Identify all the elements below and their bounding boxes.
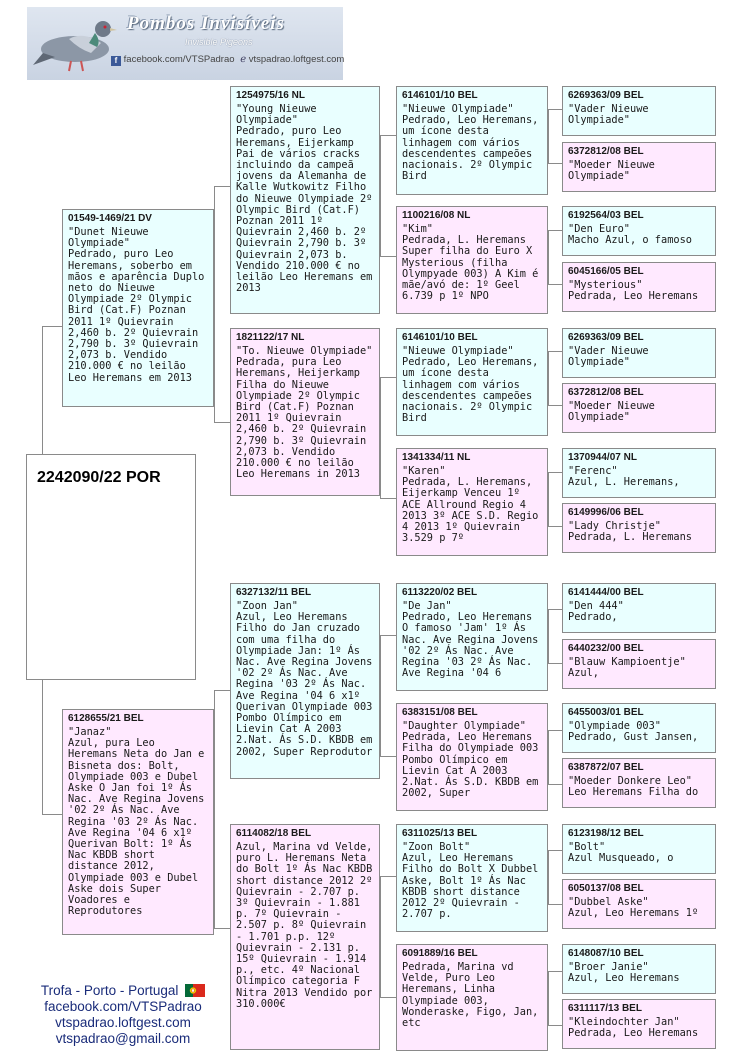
- pigeon-ring: 6311025/13 BEL: [402, 828, 478, 839]
- pigeon-ring: 1821122/17 NL: [236, 332, 305, 343]
- g4-box-9: [562, 583, 716, 633]
- pigeon-ring: 1370944/07 NL: [568, 452, 637, 463]
- footer-location-line: [28, 983, 218, 999]
- pigeon-ring: 6269363/09 BEL: [568, 90, 644, 101]
- pigeon-ring: 6050137/08 BEL: [568, 883, 644, 894]
- pigeon-description: Pedrado, Gust Jansen,: [568, 731, 699, 744]
- pigeon-ring: 6045166/05 BEL: [568, 266, 644, 277]
- header-links: [111, 54, 344, 66]
- pigeon-name: "Mysterious": [568, 279, 643, 291]
- pigeon-ring: 6383151/08 BEL: [402, 707, 478, 718]
- pigeon-name: "Moeder Donkere Leo": [568, 775, 692, 787]
- pigeon-ring: 6372812/08 BEL: [568, 387, 644, 398]
- pigeon-ring: 6327132/11 BEL: [236, 587, 312, 598]
- ggp-box-3: [396, 328, 548, 436]
- pigeon-name: "Moeder Nieuwe Olympiade": [568, 159, 661, 183]
- g4-box-3: [562, 206, 716, 256]
- pigeon-description: Azul, pura Leo Heremans Neta do Jan e Bisneta dos: Bolt, Olympiade 003 e Dubel Aske O Jan foi 1º Ás Nac. Ave Regina Jovens '02 2º Ás Nac. Ave Regina '03 2º Ás Nac. Ave Regina '04 6 x1º Querivan Bolt: 1º Ás Nac KBDB short distance 2012, Olympiade 003 e Dubel Aske dois Super Voadores e Reprodutores: [68, 737, 211, 918]
- pigeon-ring: 1341334/11 NL: [402, 452, 471, 463]
- footer-website[interactable]: vtspadrao.loftgest.com: [55, 1015, 191, 1030]
- header-subtitle: Invisible Pigeons: [185, 37, 253, 47]
- header-banner: [27, 7, 343, 80]
- pigeon-ring: 6311117/13 BEL: [568, 1003, 642, 1014]
- pigeon-ring: 1254975/16 NL: [236, 90, 305, 101]
- g4-box-14: [562, 879, 716, 929]
- pigeon-name: "Blauw Kampioentje": [568, 656, 686, 668]
- pigeon-name: "Ferenc": [568, 465, 618, 477]
- g4-box-8: [562, 503, 716, 553]
- grandsire-maternal-box: [230, 583, 380, 779]
- pigeon-description: Azul,: [568, 667, 599, 680]
- pigeon-description: Azul, Leo Heremans: [568, 972, 680, 985]
- pigeon-name: "Broer Janie": [568, 961, 649, 973]
- pigeon-ring: 6146101/10 BEL: [402, 90, 478, 101]
- contact-footer: [28, 983, 218, 1047]
- pigeon-description: Azul Musqueado, o: [568, 852, 674, 865]
- pigeon-name: "Lady Christje": [568, 520, 661, 532]
- pigeon-ring: 6149996/06 BEL: [568, 507, 644, 518]
- pigeon-name: "Dunet Nieuwe Olympiade": [68, 226, 155, 250]
- grandsire-paternal-box: [230, 86, 380, 314]
- pigeon-description: Azul, L. Heremans,: [568, 476, 680, 489]
- pigeon-description: Macho Azul, o famoso: [568, 234, 692, 247]
- footer-location: Trofa - Porto - Portugal: [40, 983, 179, 998]
- pigeon-description: Pedrada, Leo Heremans: [568, 1027, 699, 1040]
- pigeon-description: Azul, Marina vd Velde, puro L. Heremans Neta do Bolt 1º Ás Nac KBDB short distance 2012 2º Quievrain - 2.707 p. 3º Quievrain - 1.881 p. 7º Quievrain - 2.507 p. 8º Quievrain - 1.701 p.p. 12º Quievrain - 2.131 p. 15º Quievrain - 1.914 p., etc. 4º Nacional Olímpico categoria F Nitra 2013 Vendido por 310.000€: [236, 841, 379, 1010]
- g4-box-11: [562, 703, 716, 753]
- pigeon-name: "Janaz": [68, 726, 112, 738]
- granddam-maternal-box: [230, 824, 380, 1050]
- ggp-box-5: [396, 583, 548, 691]
- header-facebook-link[interactable]: facebook.com/VTSPadrao: [123, 54, 235, 65]
- subject-ring-number: 2242090/22 POR: [37, 469, 161, 486]
- pigeon-name: "Daughter Olympiade": [402, 720, 526, 732]
- sire-box: [62, 209, 214, 407]
- pigeon-name: "Moeder Nieuwe Olympiade": [568, 400, 661, 424]
- pigeon-ring: 6128655/21 BEL: [68, 713, 144, 724]
- ggp-box-8: [396, 944, 548, 1051]
- pigeon-ring: 6113220/02 BEL: [402, 587, 478, 598]
- pigeon-description: Pedrado, Leo Heremans, um ícone desta linhagem com vários descendentes campeões nacionais. 2º Olympic Bird: [402, 356, 545, 425]
- g4-box-7: [562, 448, 716, 498]
- pigeon-ring: 6146101/10 BEL: [402, 332, 478, 343]
- pigeon-description: Pedrado, puro Leo Heremans, Eijerkamp Pai de vários cracks incluindo da campeã jovens da Alemanha de Kalle Wutkowitz Filho do Nieuwe Olympiade 2º Olympic Bird (Cat.F) Poznan 2011 1º Quievrain 2,460 b. 2º Quievrain 2,790 b. 3º Quievrain 2,073 b. Vendido 210.000 € no leilão Leo Heremans em 2013: [236, 125, 379, 295]
- pigeon-name: "Zoon Bolt": [402, 841, 471, 853]
- subject-pigeon-box: [26, 454, 196, 680]
- g4-box-15: [562, 944, 716, 994]
- ggp-box-2: [396, 206, 548, 314]
- pigeon-description: Pedrada, Leo Heremans Filha do Olympiade 003 Pombo Olímpico em Lievin Cat A 2003 2.Nat. Ás S.D. KBDB em 2002, Super: [402, 731, 545, 800]
- pigeon-description: Pedrado, Leo Heremans O famoso 'Jam' 1º Ás Nac. Ave Regina Jovens '02 2º Ás Nac. Ave Regina '03 2º Ás Nac. Ave Regina '04 6: [402, 611, 545, 680]
- dam-box: [62, 709, 214, 935]
- pigeon-name: "Bolt": [568, 841, 606, 853]
- pigeon-ring: 6091889/16 BEL: [402, 948, 478, 959]
- header-title: Pombos Invisíveis: [127, 13, 285, 34]
- pigeon-name: "Vader Nieuwe Olympiade": [568, 103, 655, 127]
- g4-box-4: [562, 262, 716, 312]
- footer-facebook[interactable]: facebook.com/VTSPadrao: [44, 999, 202, 1014]
- pigeon-ring: 6269363/09 BEL: [568, 332, 644, 343]
- pigeon-name: "Dubbel Aske": [568, 896, 649, 908]
- pigeon-name: "Vader Nieuwe Olympiade": [568, 345, 655, 369]
- g4-box-1: [562, 86, 716, 136]
- granddam-paternal-box: [230, 328, 380, 496]
- pigeon-description: Pedrado, puro Leo Heremans, soberbo em mãos e aparência Duplo neto do Nieuwe Olympiade 2º Olympic Bird (Cat.F) Poznan 2011 1º Quievrain 2,460 b. 2º Quievrain 2,790 b. 3º Quievrain 2,073 b. Vendido 210.000 € no leilão Leo Heremans em 2013: [68, 248, 211, 384]
- pigeon-name: "Den Euro": [568, 223, 630, 235]
- pigeon-description: Pedrado, Leo Heremans, um ícone desta linhagem com vários descendentes campeões nacionais. 2º Olympic Bird: [402, 114, 545, 183]
- pigeon-ring: 6148087/10 BEL: [568, 948, 644, 959]
- pigeon-ring: 6141444/00 BEL: [568, 587, 644, 598]
- pigeon-ring: 6123198/12 BEL: [568, 828, 644, 839]
- pigeon-description: Azul, Leo Heremans Filho do Jan cruzado com uma filha do Olympiade Jan: 1º Ás Nac. Ave Regina Jovens '02 2º Ás Nac. Ave Regina '03 2º Ás Nac. Ave Regina '04 6 x1º Querivan Olympiade 003 Pombo Olímpico em Lievin Cat A 2003 2.Nat. Ás S.D. KBDB em 2002, Super Reprodutor: [236, 611, 379, 758]
- pigeon-description: Pedrada, pura Leo Heremans, Heijerkamp Filha do Nieuwe Olympiade 2º Olympic Bird (Cat.F) Poznan 2011 1º Quievrain 2,460 b. 2º Quievrain 2,790 b. 3º Quievrain 2,073 b. Vendido 210.000 € no leilão Leo Heremans in 2013: [236, 356, 373, 481]
- pigeon-description: Azul, Leo Heremans Filho do Bolt X Dubbel Aske, Bolt 1º Ás Nac KBDB short distance 2012 2º Quievrain - 2.707 p.: [402, 852, 545, 921]
- web-icon: ℯ: [240, 54, 247, 65]
- g4-box-2: [562, 142, 716, 192]
- g4-box-5: [562, 328, 716, 378]
- ggp-box-4: [396, 448, 548, 556]
- pigeon-description: Pedrado,: [568, 611, 618, 624]
- g4-box-6: [562, 383, 716, 433]
- pigeon-ring: 6440232/00 BEL: [568, 643, 644, 654]
- pigeon-description: Pedrada, Marina vd Velde, Puro Leo Heremans, Linha Olympiade 003, Wonderaske, Figo, Jan, etc: [402, 961, 545, 1030]
- facebook-icon: f: [111, 56, 121, 66]
- pigeon-ring: 6192564/03 BEL: [568, 210, 644, 221]
- ggp-box-1: [396, 86, 548, 195]
- pigeon-description: Pedrada, Leo Heremans: [568, 290, 699, 303]
- pigeon-name: "To. Nieuwe Olympiade": [236, 345, 373, 357]
- pigeon-name: "Young Nieuwe Olympiade": [236, 103, 323, 127]
- footer-email[interactable]: vtspadrao@gmail.com: [55, 1031, 191, 1046]
- pigeon-description: Pedrada, L. Heremans: [568, 531, 692, 544]
- pigeon-description: Pedrada, L. Heremans Super filha do Euro X Mysterious (filha Olympyade 003) A Kim é mãe/avó de: 1º Geel 6.739 p 1º NPO: [402, 234, 545, 303]
- pigeon-name: "Kleindochter Jan": [568, 1016, 680, 1028]
- g4-box-12: [562, 758, 716, 808]
- pigeon-name: "Zoon Jan": [236, 600, 298, 612]
- pigeon-description: Azul, Leo Heremans 1º: [568, 907, 699, 920]
- pigeon-description: Pedrada, L. Heremans, Eijerkamp Venceu 1º ACE Allround Regio 4 2013 3º ACE S.D. Regio 4 2013 1º Quievrain 3.529 p 7º: [402, 476, 545, 545]
- pigeon-logo: [31, 9, 119, 79]
- pigeon-name: "Den 444": [568, 600, 624, 612]
- pigeon-ring: 6387872/07 BEL: [568, 762, 644, 773]
- pigeon-name: "Karen": [402, 465, 446, 477]
- g4-box-10: [562, 639, 716, 689]
- pigeon-ring: 6114082/18 BEL: [236, 828, 312, 839]
- g4-box-16: [562, 999, 716, 1049]
- pigeon-description: Leo Heremans Filha do: [568, 786, 699, 799]
- g4-box-13: [562, 824, 716, 874]
- pigeon-name: "De Jan": [402, 600, 452, 612]
- pigeon-ring: 1100216/08 NL: [402, 210, 471, 221]
- pigeon-ring: 6455003/01 BEL: [568, 707, 644, 718]
- pigeon-ring: 6372812/08 BEL: [568, 146, 644, 157]
- pigeon-name: "Nieuwe Olympiade": [402, 345, 514, 357]
- pigeon-ring: 01549-1469/21 DV: [68, 213, 152, 224]
- pigeon-name: "Kim": [402, 223, 433, 235]
- pigeon-name: "Olympiade 003": [568, 720, 661, 732]
- header-website-link[interactable]: vtspadrao.loftgest.com: [248, 54, 345, 65]
- ggp-box-7: [396, 824, 548, 932]
- ggp-box-6: [396, 703, 548, 811]
- pigeon-name: "Nieuwe Olympiade": [402, 103, 514, 115]
- portugal-flag-icon: [185, 984, 205, 997]
